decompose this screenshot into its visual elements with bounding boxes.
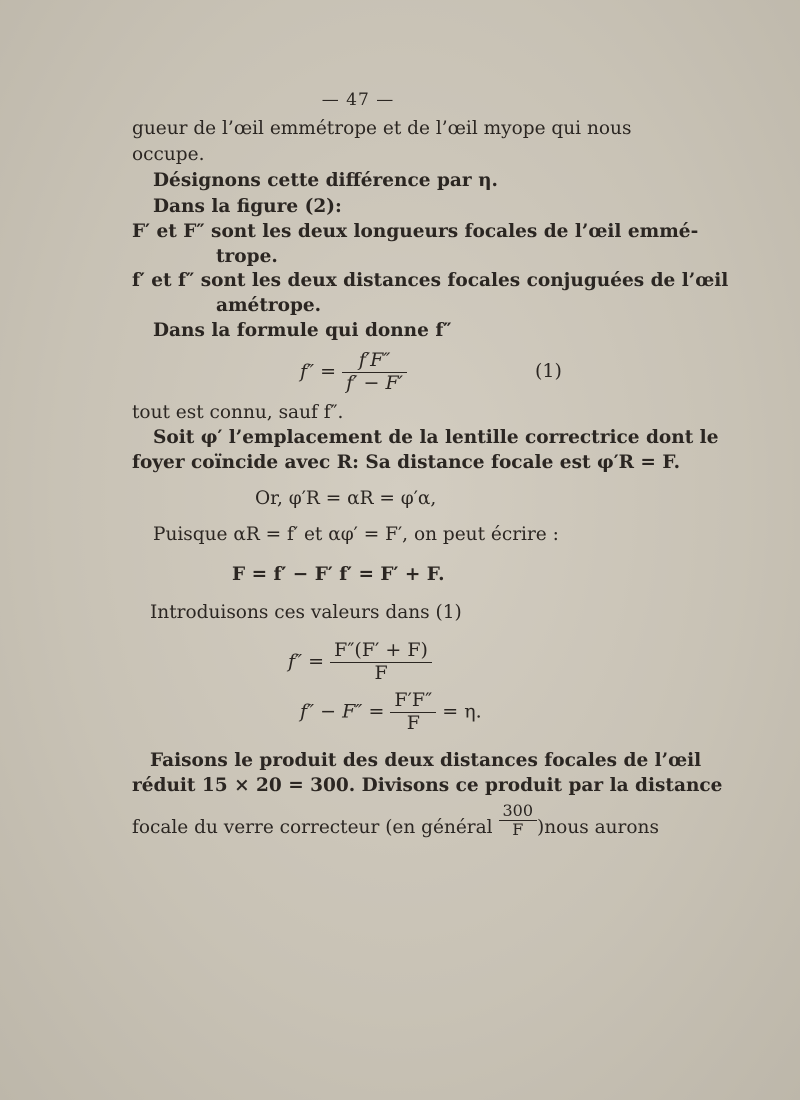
formula-1 bbox=[300, 350, 407, 395]
text-line-15: F = f′ − F′ f′ = F′ + F. bbox=[232, 564, 445, 585]
formula-3-denominator: F bbox=[406, 711, 420, 734]
formula-3-fraction bbox=[390, 690, 436, 735]
formula-3-rhs: = η. bbox=[442, 700, 482, 723]
text-line-14: Puisque αR = f′ et αφ′ = F′, on peut écrire : bbox=[153, 524, 559, 545]
formula-2-fraction bbox=[330, 640, 432, 685]
formula-1-numerator: f′F″ bbox=[342, 350, 407, 373]
text-line-2: occupe. bbox=[132, 144, 205, 165]
text-line-10: tout est connu, sauf f″. bbox=[132, 402, 344, 423]
text-line-17: Faisons le produit des deux distances focales de l’œil bbox=[150, 750, 702, 771]
text-line-1: gueur de l’œil emmétrope et de l’œil myope qui nous bbox=[132, 118, 632, 139]
text-line-19 bbox=[132, 801, 659, 840]
equation-tag-1: (1) bbox=[535, 360, 562, 382]
text-line-18: réduit 15 × 20 = 300. Divisons ce produit par la distance bbox=[132, 775, 723, 796]
text-line-11: Soit φ′ l’emplacement de la lentille correctrice dont le bbox=[153, 427, 719, 448]
text-line-6: trope. bbox=[216, 246, 278, 267]
text-line-4: Dans la figure (2): bbox=[153, 196, 342, 217]
text-line-9: Dans la formule qui donne f″ bbox=[153, 320, 452, 341]
text-line-16: Introduisons ces valeurs dans (1) bbox=[150, 602, 462, 623]
formula-2-numerator: F″(F′ + F) bbox=[330, 640, 432, 663]
fraction-numerator: 300 bbox=[499, 802, 538, 821]
formula-3-lhs: f″ − F″ = bbox=[300, 700, 385, 723]
formula-1-fraction bbox=[342, 350, 407, 395]
text-line-12: foyer coïncide avec R: Sa distance focale est φ′R = F. bbox=[132, 452, 681, 473]
fraction-denominator: F bbox=[512, 820, 524, 840]
text-line-13: Or, φ′R = αR = φ′α, bbox=[255, 488, 437, 509]
text-line-7: f′ et f″ sont les deux distances focales conjuguées de l’œil bbox=[132, 270, 729, 291]
formula-2-lhs: f″ = bbox=[288, 650, 325, 673]
text-line-5: F′ et F″ sont les deux longueurs focales de l’œil emmé- bbox=[132, 221, 699, 242]
text-line-3: Désignons cette différence par η. bbox=[153, 170, 498, 191]
fraction-300-over-F bbox=[499, 802, 538, 840]
formula-3 bbox=[300, 690, 482, 735]
formula-2-denominator: F bbox=[374, 661, 388, 684]
page-number: — 47 — bbox=[321, 90, 395, 110]
text-line-19-start: focale du verre correcteur (en général bbox=[132, 816, 493, 838]
formula-1-denominator: f′ − F′ bbox=[346, 371, 403, 394]
text-line-19-end: )nous aurons bbox=[537, 816, 659, 838]
formula-2 bbox=[288, 640, 432, 685]
formula-3-numerator: F′F″ bbox=[390, 690, 436, 713]
text-line-8: amétrope. bbox=[216, 295, 322, 316]
formula-1-lhs: f″ = bbox=[300, 360, 337, 383]
